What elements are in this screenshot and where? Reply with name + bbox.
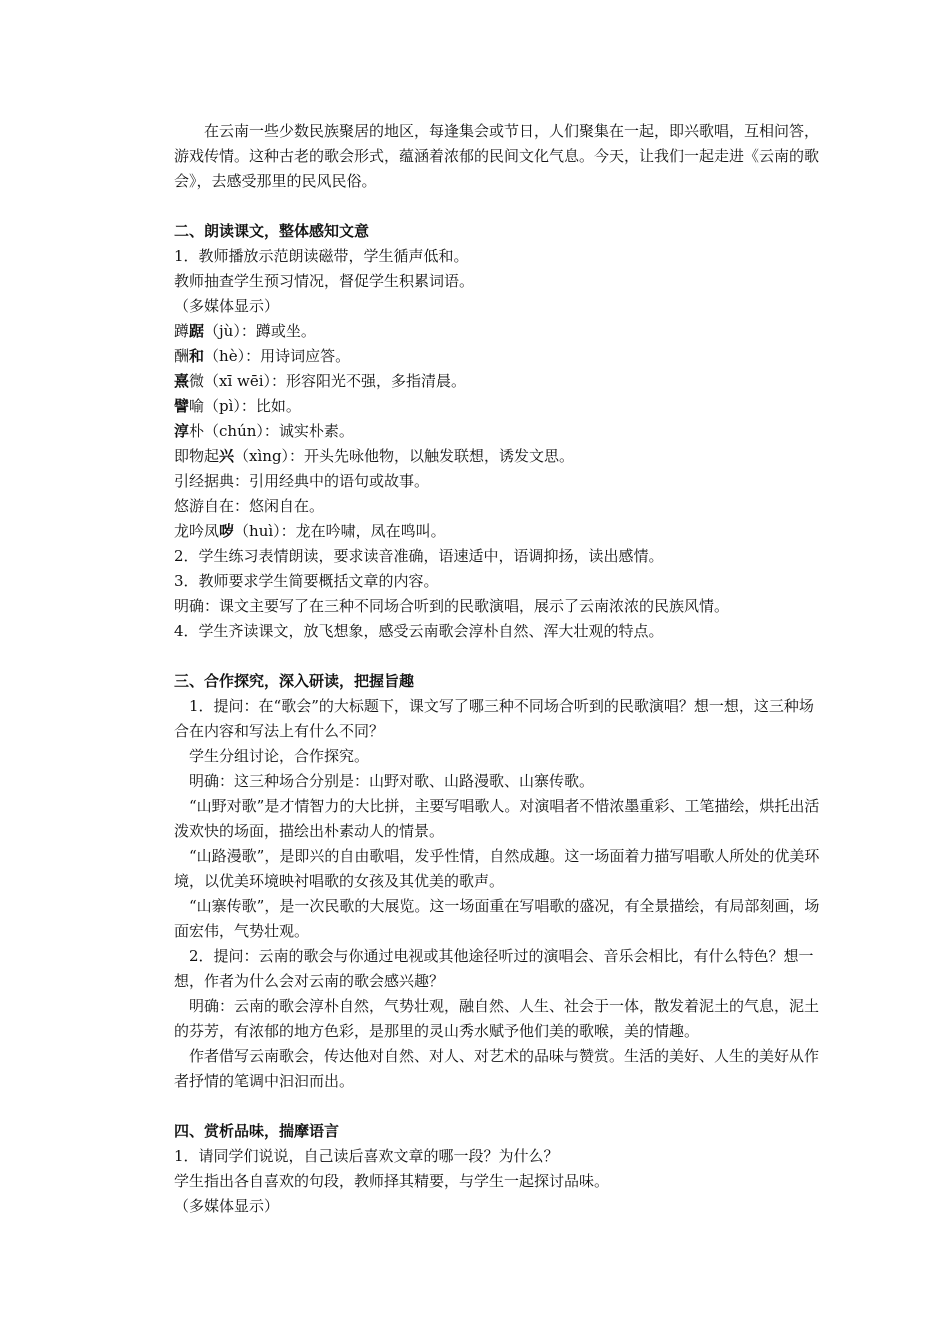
s2-line-6: 明确：课文主要写了在三种不同场合听到的民歌演唱，展示了云南浓浓的民族风情。 bbox=[174, 597, 730, 615]
intro-paragraph: 在云南一些少数民族聚居的地区，每逢集会或节日，人们聚集在一起，即兴歌唱，互相问答，游戏传情。这种古老的歌会形式，蕴涵着浓郁的民间文化气息。今天，让我们一起走进《云南的歌会》，去感受那里的民风民俗。 bbox=[174, 122, 820, 190]
s2-line-7: 4．学生齐读课文，放飞想象，感受云南歌会淳朴自然、浑大壮观的特点。 bbox=[174, 622, 664, 640]
section-3-heading: 三、合作探究，深入研读，把握旨趣 bbox=[174, 672, 415, 690]
s4-line-3: （多媒体显示） bbox=[174, 1197, 280, 1215]
s3-paragraph: 2．提问：云南的歌会与你通过电视或其他途径听过的演唱会、音乐会相比，有什么特色？想一想，作者为什么会对云南的歌会感兴趣？ bbox=[174, 947, 814, 990]
s4-line-2: 学生指出各自喜欢的句段，教师择其精要，与学生一起探讨品味。 bbox=[174, 1172, 610, 1190]
s3-paragraph: 明确：这三种场合分别是：山野对歌、山路漫歌、山寨传歌。 bbox=[189, 772, 595, 790]
section-2-heading: 二、朗读课文，整体感知文意 bbox=[174, 222, 370, 240]
vocab-item: 熹微（xī wēi）：形容阳光不强，多指清晨。 bbox=[174, 372, 467, 390]
vocab-item: 蹲踞（jù）：蹲或坐。 bbox=[174, 322, 316, 340]
s3-paragraph: “山野对歌”是才情智力的大比拼，主要写唱歌人。对演唱者不惜浓墨重彩、工笔描绘，烘托出活泼欢快的场面，描绘出朴素动人的情景。 bbox=[174, 797, 820, 840]
s3-paragraph: 明确：云南的歌会淳朴自然，气势壮观，融自然、人生、社会于一体，散发着泥土的气息，泥土的芬芳，有浓郁的地方色彩，是那里的灵山秀水赋予他们美的歌喉，美的情趣。 bbox=[174, 997, 820, 1040]
vocab-item: 龙吟凤哕（huì）：龙在吟啸，凤在鸣叫。 bbox=[174, 522, 446, 540]
s3-paragraph: 1．提问：在“歌会”的大标题下，课文写了哪三种不同场合听到的民歌演唱？想一想，这三种场合在内容和写法上有什么不同？ bbox=[174, 697, 814, 740]
vocab-item: 即物起兴（xìng）：开头先咏他物，以触发联想，诱发文思。 bbox=[174, 447, 575, 465]
s3-paragraph: “山寨传歌”，是一次民歌的大展览。这一场面重在写唱歌的盛况，有全景描绘，有局部刻画，场面宏伟，气势壮观。 bbox=[174, 897, 820, 940]
s2-line-4: 2．学生练习表情朗读，要求读音准确，语速适中，语调抑扬，读出感情。 bbox=[174, 547, 664, 565]
s3-paragraph: 学生分组讨论，合作探究。 bbox=[189, 747, 370, 765]
document-page bbox=[174, 119, 826, 1219]
s2-line-1: 1．教师播放示范朗读磁带，学生循声低和。 bbox=[174, 247, 469, 265]
vocab-item: 淳朴（chún）：诚实朴素。 bbox=[174, 422, 354, 440]
s3-paragraph: 作者借写云南歌会，传达他对自然、对人、对艺术的品味与赞赏。生活的美好、人生的美好从作者抒情的笔调中汩汩而出。 bbox=[174, 1047, 820, 1090]
s2-line-5: 3．教师要求学生简要概括文章的内容。 bbox=[174, 572, 439, 590]
s3-paragraph: “山路漫歌”，是即兴的自由歌唱，发乎性情，自然成趣。这一场面着力描写唱歌人所处的优美环境，以优美环境映衬唱歌的女孩及其优美的歌声。 bbox=[174, 847, 820, 890]
vocab-item: 酬和（hè）：用诗词应答。 bbox=[174, 347, 351, 365]
vocab-item: 悠游自在：悠闲自在。 bbox=[174, 497, 325, 515]
section-4-heading: 四、赏析品味，揣摩语言 bbox=[174, 1122, 340, 1140]
vocab-item: 譬喻（pì）：比如。 bbox=[174, 397, 301, 415]
s2-line-2: 教师抽查学生预习情况，督促学生积累词语。 bbox=[174, 272, 475, 290]
s2-line-3: （多媒体显示） bbox=[174, 297, 280, 315]
s4-line-1: 1．请同学们说说，自己读后喜欢文章的哪一段？为什么？ bbox=[174, 1147, 559, 1165]
vocab-item: 引经据典：引用经典中的语句或故事。 bbox=[174, 472, 430, 490]
